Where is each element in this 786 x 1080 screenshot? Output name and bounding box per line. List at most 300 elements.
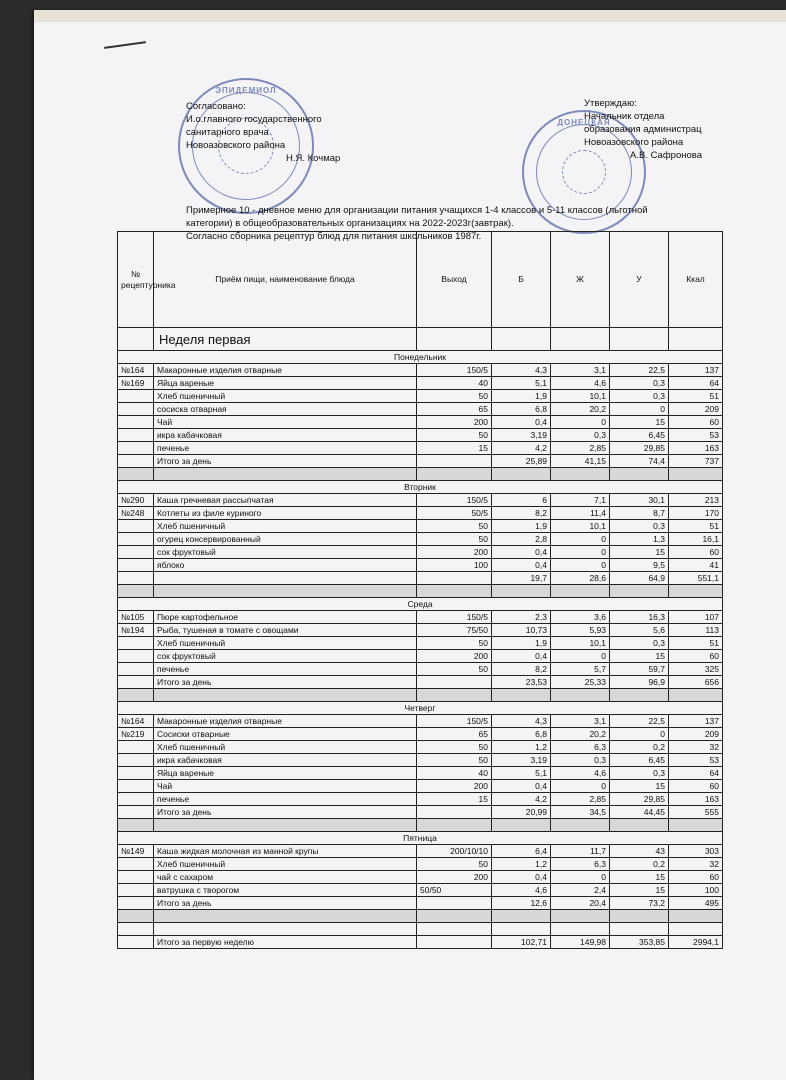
table-row bbox=[118, 663, 723, 676]
day-total-label: Итого за день bbox=[154, 455, 417, 468]
proteins-value: 0,4 bbox=[492, 780, 551, 793]
fats-value: 2,85 bbox=[551, 442, 610, 455]
day-total-label: Итого за день bbox=[154, 897, 417, 910]
kcal-value: 60 bbox=[669, 546, 723, 559]
carbs-value: 15 bbox=[610, 650, 669, 663]
table-row bbox=[118, 507, 723, 520]
header-fats: Ж bbox=[551, 232, 610, 328]
fats-value: 11,4 bbox=[551, 507, 610, 520]
table-row bbox=[118, 403, 723, 416]
day-header-row bbox=[118, 832, 723, 845]
day-header-row bbox=[118, 702, 723, 715]
kcal-value: 209 bbox=[669, 728, 723, 741]
recipe-number bbox=[118, 559, 154, 572]
table-row bbox=[118, 728, 723, 741]
table-row bbox=[118, 741, 723, 754]
table-row bbox=[118, 494, 723, 507]
carbs-value: 6,45 bbox=[610, 754, 669, 767]
recipe-number: №105 bbox=[118, 611, 154, 624]
approval-line: Согласовано: bbox=[186, 101, 246, 112]
day-total-row bbox=[118, 676, 723, 689]
fats-value: 2,4 bbox=[551, 884, 610, 897]
table-row bbox=[118, 364, 723, 377]
week-total-proteins: 102,71 bbox=[492, 936, 551, 949]
recipe-number bbox=[118, 767, 154, 780]
table-row bbox=[118, 416, 723, 429]
fats-value: 5,7 bbox=[551, 663, 610, 676]
carbs-value: 0,2 bbox=[610, 741, 669, 754]
proteins-value: 3,19 bbox=[492, 429, 551, 442]
fats-value: 6,3 bbox=[551, 741, 610, 754]
table-row bbox=[118, 650, 723, 663]
total-carbs: 64,9 bbox=[610, 572, 669, 585]
proteins-value: 2,3 bbox=[492, 611, 551, 624]
approval-line: Начальник отдела bbox=[584, 111, 665, 122]
kcal-value: 51 bbox=[669, 637, 723, 650]
carbs-value: 0,3 bbox=[610, 377, 669, 390]
table-header-row bbox=[118, 232, 723, 328]
output-weight: 150/5 bbox=[417, 611, 492, 624]
output-weight: 150/5 bbox=[417, 715, 492, 728]
kcal-value: 137 bbox=[669, 364, 723, 377]
carbs-value: 29,85 bbox=[610, 793, 669, 806]
carbs-value: 0,3 bbox=[610, 390, 669, 403]
total-fats: 41,15 bbox=[551, 455, 610, 468]
kcal-value: 41 bbox=[669, 559, 723, 572]
header-recipe-number: № рецептурника bbox=[118, 232, 154, 328]
carbs-value: 6,45 bbox=[610, 429, 669, 442]
carbs-value: 30,1 bbox=[610, 494, 669, 507]
table-row bbox=[118, 780, 723, 793]
carbs-value: 0,3 bbox=[610, 767, 669, 780]
kcal-value: 60 bbox=[669, 416, 723, 429]
total-kcal: 656 bbox=[669, 676, 723, 689]
fats-value: 0 bbox=[551, 650, 610, 663]
table-row bbox=[118, 377, 723, 390]
dish-name: икра кабачковая bbox=[154, 754, 417, 767]
table-row bbox=[118, 793, 723, 806]
total-fats: 34,5 bbox=[551, 806, 610, 819]
total-proteins: 25,89 bbox=[492, 455, 551, 468]
total-proteins: 19,7 bbox=[492, 572, 551, 585]
dish-name: Сосиски отварные bbox=[154, 728, 417, 741]
total-kcal: 551,1 bbox=[669, 572, 723, 585]
pen-mark bbox=[104, 41, 146, 49]
recipe-number: №194 bbox=[118, 624, 154, 637]
approval-line: образования администрац bbox=[584, 124, 702, 135]
fats-value: 0,3 bbox=[551, 754, 610, 767]
fats-value: 0 bbox=[551, 780, 610, 793]
dish-name: Хлеб пшеничный bbox=[154, 741, 417, 754]
proteins-value: 1,9 bbox=[492, 390, 551, 403]
dish-name: Хлеб пшеничный bbox=[154, 858, 417, 871]
output-weight: 150/5 bbox=[417, 494, 492, 507]
table-row bbox=[118, 845, 723, 858]
kcal-value: 64 bbox=[669, 767, 723, 780]
output-weight: 15 bbox=[417, 793, 492, 806]
table-row bbox=[118, 546, 723, 559]
kcal-value: 163 bbox=[669, 793, 723, 806]
fats-value: 6,3 bbox=[551, 858, 610, 871]
carbs-value: 0,2 bbox=[610, 858, 669, 871]
dish-name: Макаронные изделия отварные bbox=[154, 364, 417, 377]
output-weight: 150/5 bbox=[417, 364, 492, 377]
carbs-value: 15 bbox=[610, 546, 669, 559]
day-name: Среда bbox=[118, 598, 723, 611]
kcal-value: 113 bbox=[669, 624, 723, 637]
dish-name: Чай bbox=[154, 780, 417, 793]
recipe-number: №164 bbox=[118, 364, 154, 377]
output-weight: 50 bbox=[417, 754, 492, 767]
proteins-value: 0,4 bbox=[492, 650, 551, 663]
total-proteins: 23,53 bbox=[492, 676, 551, 689]
kcal-value: 170 bbox=[669, 507, 723, 520]
page-top-edge bbox=[34, 10, 786, 22]
dish-name: икра кабачковая bbox=[154, 429, 417, 442]
output-weight: 200 bbox=[417, 780, 492, 793]
menu-table bbox=[117, 231, 723, 949]
dish-name: Хлеб пшеничный bbox=[154, 520, 417, 533]
total-kcal: 555 bbox=[669, 806, 723, 819]
proteins-value: 5,1 bbox=[492, 377, 551, 390]
separator-row bbox=[118, 819, 723, 832]
table-row bbox=[118, 611, 723, 624]
separator-row bbox=[118, 585, 723, 598]
header-dish-name: Приём пищи, наименование блюда bbox=[154, 232, 417, 328]
recipe-number bbox=[118, 416, 154, 429]
kcal-value: 60 bbox=[669, 650, 723, 663]
output-weight: 50/50 bbox=[417, 884, 492, 897]
header-output: Выход bbox=[417, 232, 492, 328]
fats-value: 3,1 bbox=[551, 364, 610, 377]
day-total-row bbox=[118, 806, 723, 819]
proteins-value: 6,4 bbox=[492, 845, 551, 858]
proteins-value: 6 bbox=[492, 494, 551, 507]
recipe-number bbox=[118, 858, 154, 871]
dish-name: сосиска отварная bbox=[154, 403, 417, 416]
kcal-value: 163 bbox=[669, 442, 723, 455]
dish-name: Макаронные изделия отварные bbox=[154, 715, 417, 728]
fats-value: 11,7 bbox=[551, 845, 610, 858]
separator-row bbox=[118, 910, 723, 923]
kcal-value: 137 bbox=[669, 715, 723, 728]
recipe-number bbox=[118, 754, 154, 767]
fats-value: 0 bbox=[551, 546, 610, 559]
kcal-value: 303 bbox=[669, 845, 723, 858]
total-carbs: 96,9 bbox=[610, 676, 669, 689]
total-kcal: 737 bbox=[669, 455, 723, 468]
output-weight: 200 bbox=[417, 416, 492, 429]
kcal-value: 64 bbox=[669, 377, 723, 390]
table-row bbox=[118, 624, 723, 637]
output-weight: 50 bbox=[417, 741, 492, 754]
kcal-value: 51 bbox=[669, 520, 723, 533]
separator-row bbox=[118, 689, 723, 702]
output-weight: 65 bbox=[417, 403, 492, 416]
fats-value: 7,1 bbox=[551, 494, 610, 507]
fats-value: 10,1 bbox=[551, 390, 610, 403]
carbs-value: 22,5 bbox=[610, 715, 669, 728]
day-total-row bbox=[118, 572, 723, 585]
table-row bbox=[118, 390, 723, 403]
day-name: Вторник bbox=[118, 481, 723, 494]
dish-name: Яйца вареные bbox=[154, 767, 417, 780]
recipe-number bbox=[118, 741, 154, 754]
recipe-number bbox=[118, 871, 154, 884]
week-total-fats: 149,98 bbox=[551, 936, 610, 949]
dish-name: Каша гречневая рассыпчатая bbox=[154, 494, 417, 507]
carbs-value: 22,5 bbox=[610, 364, 669, 377]
approval-line: Утверждаю: bbox=[584, 98, 637, 109]
week-total-label: Итого за первую неделю bbox=[154, 936, 417, 949]
dish-name: сок фруктовый bbox=[154, 650, 417, 663]
table-row bbox=[118, 559, 723, 572]
fats-value: 5,93 bbox=[551, 624, 610, 637]
kcal-value: 100 bbox=[669, 884, 723, 897]
header-kcal: Ккал bbox=[669, 232, 723, 328]
table-row bbox=[118, 754, 723, 767]
fats-value: 0 bbox=[551, 416, 610, 429]
proteins-value: 0,4 bbox=[492, 559, 551, 572]
output-weight: 15 bbox=[417, 442, 492, 455]
stamp-left: ЭПИДЕМИОЛ bbox=[178, 78, 314, 214]
kcal-value: 60 bbox=[669, 780, 723, 793]
fats-value: 3,6 bbox=[551, 611, 610, 624]
carbs-value: 15 bbox=[610, 416, 669, 429]
approval-agreed-block bbox=[186, 100, 340, 165]
fats-value: 4,6 bbox=[551, 767, 610, 780]
week-title: Неделя первая bbox=[154, 328, 417, 351]
proteins-value: 4,3 bbox=[492, 715, 551, 728]
day-name: Пятница bbox=[118, 832, 723, 845]
day-total-label: Итого за день bbox=[154, 676, 417, 689]
approval-approved-block bbox=[584, 97, 702, 162]
output-weight: 50 bbox=[417, 429, 492, 442]
total-fats: 20,4 bbox=[551, 897, 610, 910]
dish-name: яблоко bbox=[154, 559, 417, 572]
dish-name: Хлеб пшеничный bbox=[154, 637, 417, 650]
kcal-value: 53 bbox=[669, 429, 723, 442]
total-fats: 28,6 bbox=[551, 572, 610, 585]
table-row bbox=[118, 871, 723, 884]
proteins-value: 3,19 bbox=[492, 754, 551, 767]
table-row bbox=[118, 767, 723, 780]
output-weight: 200 bbox=[417, 546, 492, 559]
fats-value: 10,1 bbox=[551, 637, 610, 650]
total-proteins: 12,6 bbox=[492, 897, 551, 910]
recipe-number bbox=[118, 390, 154, 403]
proteins-value: 10,73 bbox=[492, 624, 551, 637]
dish-name: печенье bbox=[154, 663, 417, 676]
dish-name: Пюре картофельное bbox=[154, 611, 417, 624]
proteins-value: 4,3 bbox=[492, 364, 551, 377]
fats-value: 0 bbox=[551, 871, 610, 884]
proteins-value: 0,4 bbox=[492, 871, 551, 884]
carbs-value: 1,3 bbox=[610, 533, 669, 546]
recipe-number bbox=[118, 442, 154, 455]
carbs-value: 16,3 bbox=[610, 611, 669, 624]
proteins-value: 4,2 bbox=[492, 793, 551, 806]
separator-row bbox=[118, 468, 723, 481]
proteins-value: 8,2 bbox=[492, 507, 551, 520]
fats-value: 20,2 bbox=[551, 403, 610, 416]
day-total-label bbox=[154, 572, 417, 585]
dish-name: Каша жидкая молочная из манной крупы bbox=[154, 845, 417, 858]
recipe-number: №169 bbox=[118, 377, 154, 390]
kcal-value: 53 bbox=[669, 754, 723, 767]
kcal-value: 107 bbox=[669, 611, 723, 624]
fats-value: 0 bbox=[551, 559, 610, 572]
table-row bbox=[118, 533, 723, 546]
recipe-number bbox=[118, 650, 154, 663]
recipe-number bbox=[118, 780, 154, 793]
proteins-value: 0,4 bbox=[492, 546, 551, 559]
carbs-value: 15 bbox=[610, 780, 669, 793]
kcal-value: 16,1 bbox=[669, 533, 723, 546]
fats-value: 10,1 bbox=[551, 520, 610, 533]
output-weight: 100 bbox=[417, 559, 492, 572]
carbs-value: 15 bbox=[610, 871, 669, 884]
table-row bbox=[118, 442, 723, 455]
recipe-number bbox=[118, 533, 154, 546]
recipe-number: №219 bbox=[118, 728, 154, 741]
day-total-label: Итого за день bbox=[154, 806, 417, 819]
proteins-value: 6,8 bbox=[492, 403, 551, 416]
day-total-row bbox=[118, 455, 723, 468]
recipe-number: №248 bbox=[118, 507, 154, 520]
kcal-value: 213 bbox=[669, 494, 723, 507]
header-carbs: У bbox=[610, 232, 669, 328]
dish-name: Котлеты из филе куриного bbox=[154, 507, 417, 520]
table-row bbox=[118, 637, 723, 650]
kcal-value: 32 bbox=[669, 741, 723, 754]
dish-name: Рыба, тушеная в томате с овощами bbox=[154, 624, 417, 637]
dish-name: чай с сахаром bbox=[154, 871, 417, 884]
approval-line: санитарного врача bbox=[186, 127, 269, 138]
recipe-number bbox=[118, 637, 154, 650]
kcal-value: 51 bbox=[669, 390, 723, 403]
week-total-kcal: 2994,1 bbox=[669, 936, 723, 949]
proteins-value: 4,2 bbox=[492, 442, 551, 455]
blank-row bbox=[118, 923, 723, 936]
fats-value: 20,2 bbox=[551, 728, 610, 741]
dish-name: печенье bbox=[154, 793, 417, 806]
day-name: Понедельник bbox=[118, 351, 723, 364]
proteins-value: 1,9 bbox=[492, 637, 551, 650]
recipe-number bbox=[118, 884, 154, 897]
week-title-row bbox=[118, 328, 723, 351]
kcal-value: 325 bbox=[669, 663, 723, 676]
proteins-value: 2,8 bbox=[492, 533, 551, 546]
recipe-number bbox=[118, 429, 154, 442]
menu-description: Примерное 10 - дневное меню для организации питания учащихся 1-4 классов и 5-11 классов (льготной категории) в общеобразовательных организациях на 2022-2023г(завтрак). Согласно сборника рецептур блюд для питания школьников 1987г. bbox=[186, 205, 648, 242]
proteins-value: 1,2 bbox=[492, 741, 551, 754]
proteins-value: 1,9 bbox=[492, 520, 551, 533]
recipe-number bbox=[118, 793, 154, 806]
day-total-row bbox=[118, 897, 723, 910]
dish-name: печенье bbox=[154, 442, 417, 455]
dish-name: сок фруктовый bbox=[154, 546, 417, 559]
carbs-value: 5,6 bbox=[610, 624, 669, 637]
fats-value: 3,1 bbox=[551, 715, 610, 728]
table-row bbox=[118, 858, 723, 871]
dish-name: огурец консервированный bbox=[154, 533, 417, 546]
total-carbs: 73,2 bbox=[610, 897, 669, 910]
output-weight: 50/5 bbox=[417, 507, 492, 520]
fats-value: 0 bbox=[551, 533, 610, 546]
carbs-value: 59,7 bbox=[610, 663, 669, 676]
dish-name: Хлеб пшеничный bbox=[154, 390, 417, 403]
fats-value: 0,3 bbox=[551, 429, 610, 442]
day-header-row bbox=[118, 481, 723, 494]
fats-value: 2,85 bbox=[551, 793, 610, 806]
dish-name: Чай bbox=[154, 416, 417, 429]
output-weight: 40 bbox=[417, 377, 492, 390]
kcal-value: 32 bbox=[669, 858, 723, 871]
output-weight: 200 bbox=[417, 871, 492, 884]
carbs-value: 0,3 bbox=[610, 520, 669, 533]
output-weight: 200 bbox=[417, 650, 492, 663]
total-fats: 25,33 bbox=[551, 676, 610, 689]
output-weight: 40 bbox=[417, 767, 492, 780]
output-weight: 75/50 bbox=[417, 624, 492, 637]
recipe-number bbox=[118, 520, 154, 533]
output-weight: 50 bbox=[417, 533, 492, 546]
approval-line: И.о.главного государственного bbox=[186, 114, 322, 125]
proteins-value: 8,2 bbox=[492, 663, 551, 676]
recipe-number: №164 bbox=[118, 715, 154, 728]
total-proteins: 20,99 bbox=[492, 806, 551, 819]
output-weight: 50 bbox=[417, 858, 492, 871]
total-carbs: 44,45 bbox=[610, 806, 669, 819]
table-row bbox=[118, 520, 723, 533]
approval-line: Новоазовского района bbox=[186, 140, 286, 151]
dish-name: ватрушка с творогом bbox=[154, 884, 417, 897]
day-header-row bbox=[118, 351, 723, 364]
total-kcal: 495 bbox=[669, 897, 723, 910]
fats-value: 4,6 bbox=[551, 377, 610, 390]
day-header-row bbox=[118, 598, 723, 611]
output-weight: 50 bbox=[417, 520, 492, 533]
carbs-value: 29,85 bbox=[610, 442, 669, 455]
table-row bbox=[118, 429, 723, 442]
kcal-value: 209 bbox=[669, 403, 723, 416]
signature-name: Н.Я. Кочмар bbox=[286, 153, 341, 164]
output-weight: 50 bbox=[417, 663, 492, 676]
proteins-value: 0,4 bbox=[492, 416, 551, 429]
carbs-value: 0 bbox=[610, 403, 669, 416]
proteins-value: 6,8 bbox=[492, 728, 551, 741]
approval-line: Новоазовского района bbox=[584, 137, 684, 148]
output-weight: 65 bbox=[417, 728, 492, 741]
carbs-value: 15 bbox=[610, 884, 669, 897]
signature-name: А.В. Сафронова bbox=[630, 150, 702, 161]
proteins-value: 1,2 bbox=[492, 858, 551, 871]
recipe-number bbox=[118, 403, 154, 416]
proteins-value: 5,1 bbox=[492, 767, 551, 780]
week-total-carbs: 353,85 bbox=[610, 936, 669, 949]
table-row bbox=[118, 715, 723, 728]
recipe-number bbox=[118, 663, 154, 676]
carbs-value: 0 bbox=[610, 728, 669, 741]
recipe-number: №149 bbox=[118, 845, 154, 858]
day-name: Четверг bbox=[118, 702, 723, 715]
output-weight: 200/10/10 bbox=[417, 845, 492, 858]
week-total-row bbox=[118, 936, 723, 949]
output-weight: 50 bbox=[417, 637, 492, 650]
header-proteins: Б bbox=[492, 232, 551, 328]
carbs-value: 0,3 bbox=[610, 637, 669, 650]
